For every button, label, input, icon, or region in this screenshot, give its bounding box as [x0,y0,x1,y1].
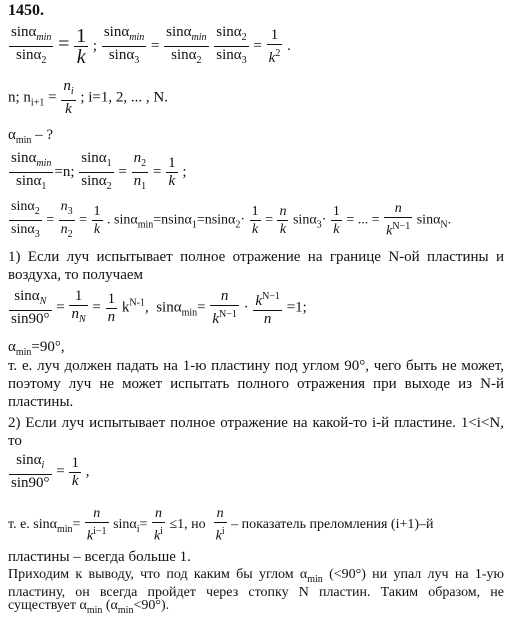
equation-8: $\frac{\sin\alpha_i}{\sin 90^\circ}$ = $\frac{1}{k}$ , [11,452,90,491]
fraction: $\frac{1}{k}$ [76,25,87,68]
fraction: $\frac{\sin\alpha_N}{\sin 90^\circ}$ [11,288,50,327]
fraction: $\frac{n_3}{n_2}$ [60,199,73,240]
fraction: $\frac{1}{k^2}$ [268,26,281,66]
paragraph-final-conclusion: Приходим к выводу, что под каким бы углом $\alpha_{min}$ (<90°) ни упал луч на 1-ую пластину, он всегда пройдет через стопку N пластин. Таким образом, не существует $\alpha_{min}$ $(\alpha_{min}<90^\circ)$. [8,567,504,616]
fraction: $\frac{\sin\alpha_{min}}{\sin\alpha_2}$ [11,24,52,66]
fraction: $\frac{1}{k}$ [332,203,340,237]
fraction: $\frac{\sin\alpha_2}{\sin\alpha_3}$ [216,24,247,66]
paragraph-case-1: 1) Если луч испытывает полное отражение на границе N-ой пластины и воздуха, то получаем [8,249,504,283]
problem-number: 1450. [8,2,44,19]
equation-5: $\frac{\sin\alpha_2}{\sin\alpha_3}$ = $\frac{n_3}{n_2}$ = $\frac{1}{k}$ . sinα$_{min}$=nsinα$_1$=nsinα$_2$· $\frac{1}{k}$ = $\frac{n}{k}$ sinα$_3$· $\frac{1}{k}$ = ... = $\frac{n}{k^{N-1}}$ sinα$_N$. [8,198,451,243]
fraction: $\frac{\sin\alpha_2}{\sin\alpha_3}$ [11,199,40,240]
fraction: $\frac{1}{k}$ [93,203,101,237]
fraction: $\frac{\sin\alpha_{min}}{\sin\alpha_3}$ [103,24,145,66]
equation-9: т. е. sinα$_{min}$= $\frac{n}{k^{i-1}}$ sinα$_i$= $\frac{n}{k^i}$ ≤1, но $\frac{n}{k^i}$ – показатель преломления (i+1)–й [8,506,434,544]
fraction: $\frac{n_i}{k}$ [63,78,74,117]
fraction: $\frac{\sin\alpha_{min}}{\sin\alpha_1}$ [11,150,52,192]
fraction: $\frac{k^{N-1}}{n}$ [253,288,282,328]
alpha-min-question: $\alpha_{min}$ – ? [8,127,54,146]
fraction: $\frac{n}{k^i}$ [153,506,163,544]
fraction: $\frac{\sin\alpha_1}{\sin\alpha_2}$ [81,150,112,192]
fraction: $\frac{1}{n}$ [107,290,116,325]
fraction: $\frac{n}{k}$ [279,203,287,237]
line-plates-greater-one: пластины – всегда больше 1. [8,549,191,565]
fraction: $\frac{n_2}{n_1}$ [133,150,147,192]
alpha-min-result: $\alpha_{min}=90^\circ$, [8,339,65,358]
fraction: $\frac{1}{n_N}$ [71,288,86,325]
equation-6: $\frac{\sin\alpha_N}{\sin 90^\circ}$ = $\frac{1}{n_N}$ = $\frac{1}{n}$ $k^{N-1}$, sinα$_{min}$= $\frac{n}{k^{N-1}}$ · $\frac{k^{N-1}}{n}$ =1; [11,288,307,327]
paragraph-conclusion-1: т. е. луч должен падать на 1-ю пластину под углом 90°, чего быть не может, поэтому луч не может испытать полного отражения при выходе из N-й пластины. [8,358,504,410]
fraction: $\frac{1}{k}$ [71,454,79,489]
equation-4: $\frac{\sin\alpha_{min}}{\sin\alpha_1}$ =n; $\frac{\sin\alpha_1}{\sin\alpha_2}$ = $\frac{n_2}{n_1}$ = $\frac{1}{k}$ ; [8,150,187,195]
fraction: $\frac{1}{k}$ [251,203,259,237]
equation-1: $\frac{\sin\alpha_{min}}{\sin\alpha_2}$ = $\frac{1}{k}$ ; $\frac{\sin\alpha_{min}}{\sin\alpha_3}$ = $\frac{\sin\alpha_{min}}{\sin\alpha_2}$ $\frac{\sin\alpha_2}{\sin\alpha_3}$ = $\frac{1}{k^2}$ . [11,24,291,68]
fraction: $\frac{\sin\alpha_i}{\sin 90^\circ}$ [11,452,50,491]
fraction: $\frac{\sin\alpha_{min}}{\sin\alpha_2}$ [166,24,207,66]
fraction: $\frac{n}{k^{N-1}}$ [386,201,411,240]
fraction: $\frac{n}{k^{N-1}}$ [212,288,237,327]
fraction: $\frac{n}{k^{i-1}}$ [86,506,107,544]
equation-2: n; $n_{i+1}$ = $\frac{n_i}{k}$ ; i=1, 2, ... , N. [8,78,168,117]
fraction: $\frac{n}{k^i}$ [215,506,225,544]
fraction: $\frac{1}{k}$ [168,155,176,189]
paragraph-case-2: 2) Если луч испытывает полное отражение на какой-то i-й пластине. 1<i<N, то [8,415,504,449]
